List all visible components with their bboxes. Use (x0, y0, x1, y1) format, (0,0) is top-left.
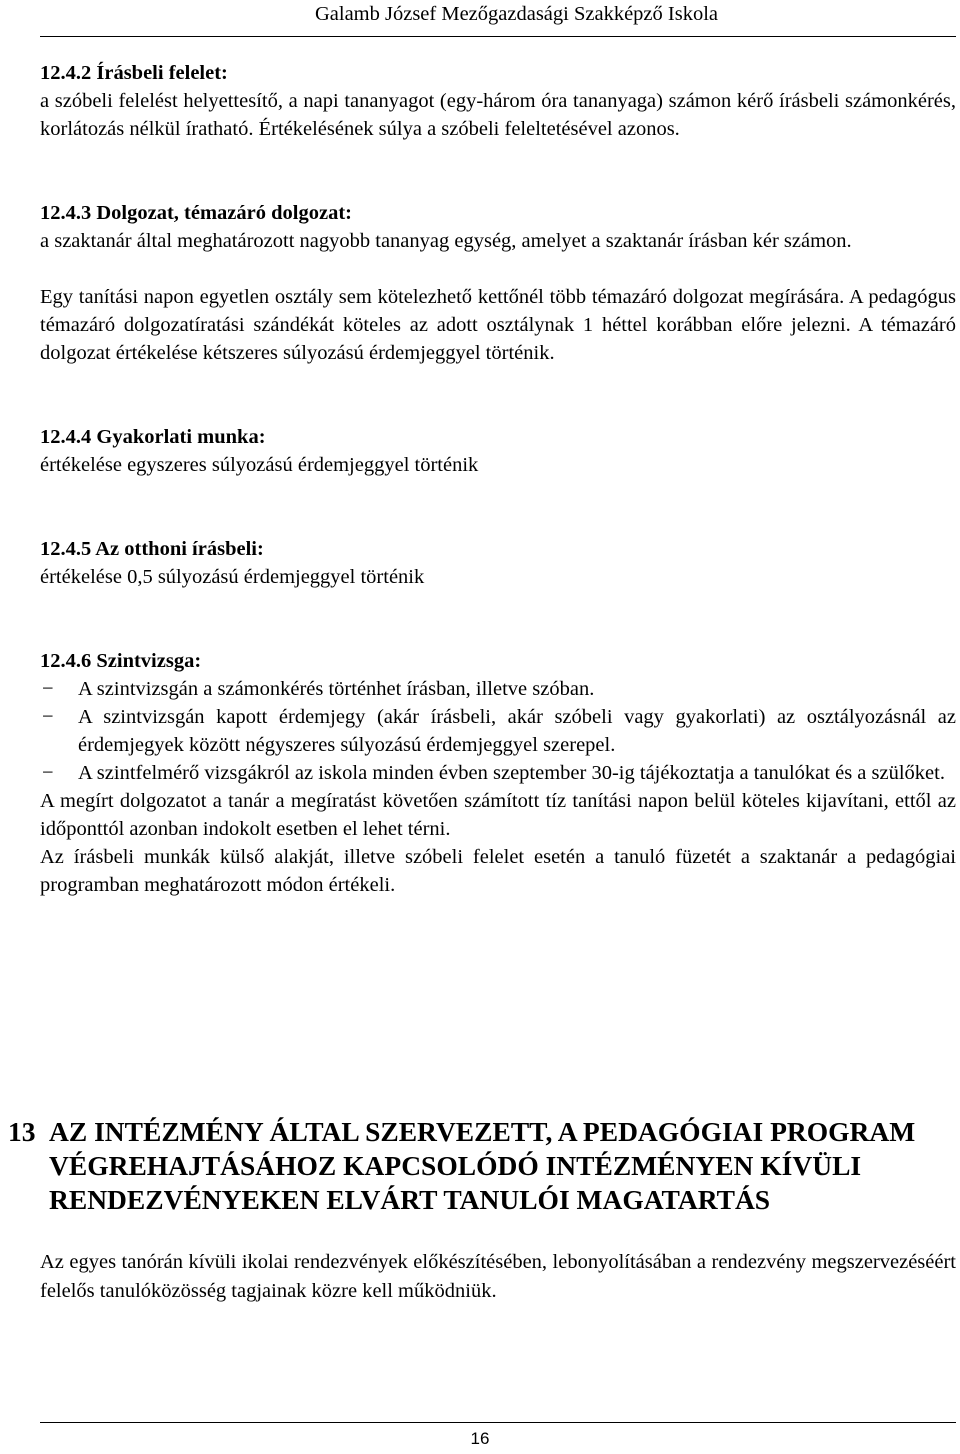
list-item: − A szintvizsgán a számonkérés történhet írásban, illetve szóban. (40, 675, 956, 703)
section-12-4-2 (40, 59, 956, 143)
dash-bullet-icon: − (42, 678, 54, 700)
section-heading: 12.4.4 Gyakorlati munka: (40, 426, 266, 448)
section-body: értékelése 0,5 súlyozású érdemjeggyel történik (40, 566, 425, 588)
section-heading: 12.4.6 Szintvizsga: (40, 650, 202, 672)
dash-list (40, 675, 956, 787)
dash-bullet-icon: − (42, 706, 54, 728)
section-12-4-5 (40, 535, 956, 591)
dash-bullet-icon: − (42, 762, 54, 784)
section-12-4-4 (40, 423, 956, 479)
section-heading: 12.4.3 Dolgozat, témazáró dolgozat: (40, 202, 352, 224)
section-body: a szóbeli felelést helyettesítő, a napi tananyagot (egy-három óra tananyaga) számon kérő írásbeli számonkérés, korlátozás nélkül íratható. Értékelésének súlya a szóbeli feleltetésével azonos. (40, 90, 956, 140)
chapter-body: Az egyes tanórán kívüli ikolai rendezvények előkészítésében, lebonyolításában a rendezvény megszervezéséért felelős tanulóközösség tagjainak közre kell működniük. (40, 1251, 956, 1302)
chapter-title: AZ INTÉZMÉNY ÁLTAL SZERVEZETT, A PEDAGÓGIAI PROGRAM VÉGREHAJTÁSÁHOZ KAPCSOLÓDÓ INTÉZMÉNYEN KÍVÜLI RENDEZVÉNYEKEN ELVÁRT TANULÓI MAGATARTÁS (49, 1116, 916, 1215)
chapter-heading (8, 1115, 956, 1217)
paragraph-correction: A megírt dolgozatot a tanár a megíratást követően számított tíz tanítási napon belül köteles kijavítani, ettől az időponttól azonban indokolt esetben el lehet térni. (40, 790, 956, 840)
header-rule (40, 36, 956, 37)
list-item: − A szintfelmérő vizsgákról az iskola minden évben szeptember 30-ig tájékoztatja a tanulókat és a szülőket. (40, 759, 956, 787)
section-body-2: Egy tanítási napon egyetlen osztály sem kötelezhető kettőnél több témazáró dolgozat megírására. A pedagógus témazáró dolgozatíratási szándékát köteles az adott osztálynak 1 héttel korábban előre jelezni. A témazáró dolgozat értékelése kétszeres súlyozású érdemjeggyel történik. (40, 286, 956, 364)
page-number: 16 (470, 1429, 490, 1448)
section-body: értékelése egyszeres súlyozású érdemjeggyel történik (40, 454, 479, 476)
footer-rule (40, 1422, 956, 1423)
section-heading: 12.4.5 Az otthoni írásbeli: (40, 538, 264, 560)
section-12-4-3 (40, 199, 956, 367)
chapter-number: 13 (8, 1116, 36, 1147)
page-content (40, 59, 956, 899)
section-12-4-6 (40, 647, 956, 899)
list-item: − A szintvizsgán kapott érdemjegy (akár írásbeli, akár szóbeli vagy gyakorlati) az osztályozásnál az érdemjegyek között négyszeres súlyozású érdemjeggyel szerepel. (40, 703, 956, 759)
section-heading: 12.4.2 Írásbeli felelet: (40, 62, 228, 84)
page-header: Galamb József Mezőgazdasági Szakképző Iskola (314, 3, 718, 25)
paragraph-evaluation: Az írásbeli munkák külső alakját, illetve szóbeli felelet esetén a tanuló füzetét a szaktanár a pedagógiai programban meghatározott módon értékeli. (40, 846, 956, 896)
section-body: a szaktanár által meghatározott nagyobb tananyag egység, amelyet a szaktanár írásban kér számon. (40, 230, 852, 252)
